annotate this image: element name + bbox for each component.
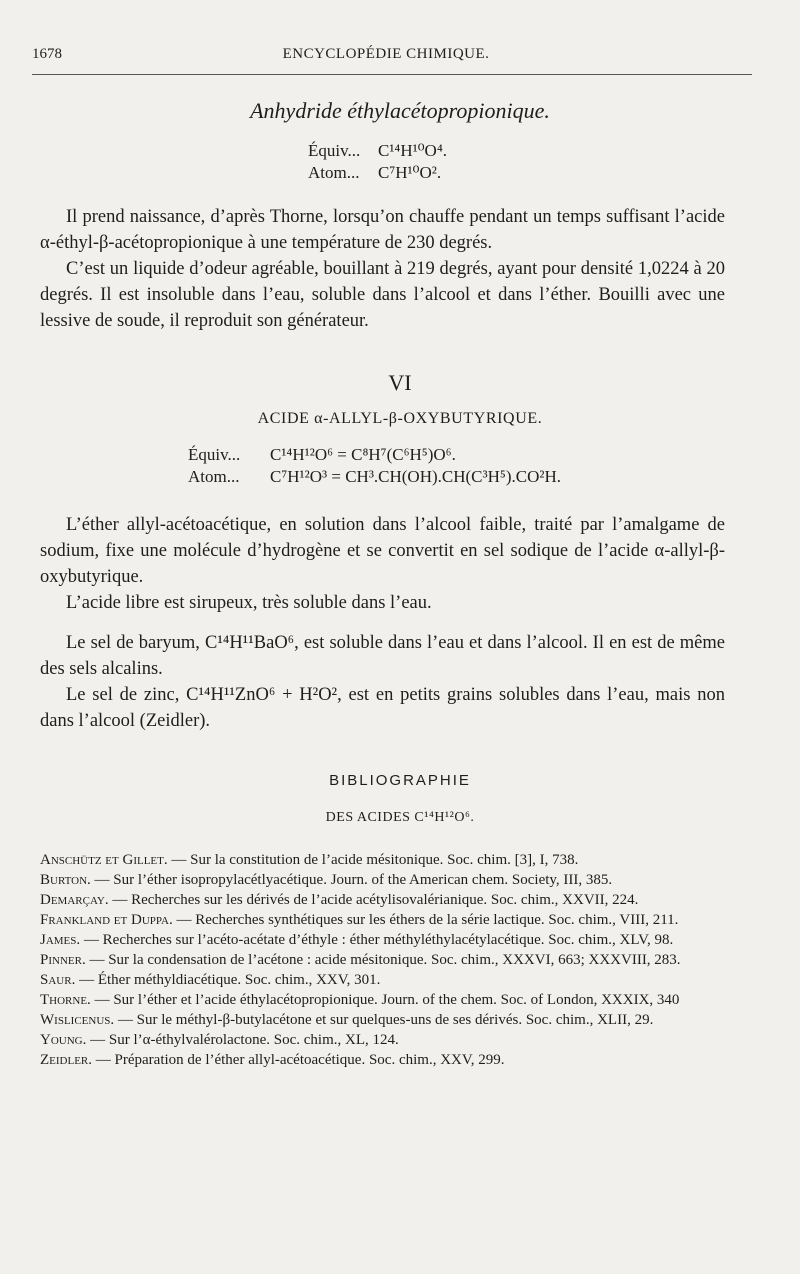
section-number: VI xyxy=(388,370,412,395)
reference-text: — Sur la constitution de l’acide mésitonique. Soc. chim. [3], I, 738. xyxy=(167,852,579,868)
reference-item xyxy=(40,932,730,949)
reference-text: — Recherches sur l’acéto-acétate d’éthyle : éther méthyléthylacétylacétique. Soc. chim., XLV, 98. xyxy=(80,932,674,948)
reference-list xyxy=(40,852,730,1072)
atom-formula: C⁷H¹⁰O². xyxy=(378,163,442,182)
reference-author: Burton. xyxy=(40,872,91,888)
reference-text: — Éther méthyldiacétique. Soc. chim., XXV, 301. xyxy=(75,972,381,988)
section-formulas xyxy=(188,444,561,488)
reference-text: — Recherches sur les dérivés de l’acide acétylisovalérianique. Soc. chim., XXVII, 224. xyxy=(108,892,639,908)
reference-text: — Sur l’éther isopropylacétlyacétique. Journ. of the American chem. Society, III, 385. xyxy=(90,872,613,888)
equiv-label: Équiv... xyxy=(308,141,361,160)
page-header xyxy=(32,46,740,66)
equiv-label: Équiv... xyxy=(188,445,241,464)
reference-item xyxy=(40,1032,730,1049)
running-title: ENCYCLOPÉDIE CHIMIQUE. xyxy=(282,46,490,62)
reference-text: — Recherches synthétiques sur les éthers de la série lactique. Soc. chim., VIII, 211. xyxy=(172,912,679,928)
reference-author: Young. xyxy=(40,1032,87,1048)
equiv-formula: C¹⁴H¹⁰O⁴. xyxy=(378,141,448,160)
reference-item xyxy=(40,892,730,909)
reference-text: — Sur l’éther et l’acide éthylacétopropionique. Journ. of the chem. Soc. of London, XXXIX, 340 xyxy=(90,992,680,1008)
atom-label: Atom... xyxy=(308,163,360,182)
reference-item xyxy=(40,1052,730,1069)
atom-label: Atom... xyxy=(188,467,240,486)
body-text-2 xyxy=(40,512,725,616)
reference-text: — Sur l’α-éthylvalérolactone. Soc. chim., XL, 124. xyxy=(86,1032,399,1048)
reference-item xyxy=(40,992,730,1009)
reference-author: Thorne. xyxy=(40,992,91,1008)
reference-author: Wislicenus. xyxy=(40,1012,115,1028)
reference-text: — Sur le méthyl-β-butylacétone et sur quelques-uns de ses dérivés. Soc. chim., XLII, 29. xyxy=(114,1012,654,1028)
paragraph: L’acide libre est sirupeux, très soluble dans l’eau. xyxy=(66,593,432,613)
header-rule xyxy=(32,74,752,75)
reference-item xyxy=(40,872,730,889)
bibliography-subtitle: DES ACIDES C¹⁴H¹²O⁶. xyxy=(325,810,475,825)
bibliography-title: BIBLIOGRAPHIE xyxy=(329,772,471,789)
reference-author: Demarçay. xyxy=(40,892,109,908)
reference-author: Frankland et Duppa. xyxy=(40,912,173,928)
reference-item xyxy=(40,1012,730,1029)
reference-item xyxy=(40,972,730,989)
paragraph: Il prend naissance, d’après Thorne, lorsqu’on chauffe pendant un temps suffisant l’acide α-éthyl-β-acétopropionique à une température de 230 degrés. xyxy=(40,207,725,253)
section-title: ACIDE α-ALLYL-β-OXYBUTYRIQUE. xyxy=(257,410,543,427)
compound-formulas xyxy=(308,140,447,184)
reference-text: — Préparation de l’éther allyl-acétoacétique. Soc. chim., XXV, 299. xyxy=(92,1052,505,1068)
compound-title: Anhydride éthylacétopropionique. xyxy=(250,98,550,123)
page-number: 1678 xyxy=(32,46,62,62)
reference-author: Pinner. xyxy=(40,952,86,968)
reference-author: Saur. xyxy=(40,972,76,988)
atom-formula: C⁷H¹²O³ = CH³.CH(OH).CH(C³H⁵).CO²H. xyxy=(270,467,561,486)
reference-item xyxy=(40,852,730,869)
reference-text: — Sur la condensation de l’acétone : acide mésitonique. Soc. chim., XXXVI, 663; XXXVIII, 283. xyxy=(85,952,681,968)
reference-item xyxy=(40,952,730,969)
paragraph: C’est un liquide d’odeur agréable, bouillant à 219 degrés, ayant pour densité 1,0224 à 20 degrés. Il est insoluble dans l’eau, soluble dans l’alcool et dans l’éther. Bouilli avec une lessive de soude, il reproduit son générateur. xyxy=(40,259,725,331)
reference-author: Anschütz et Gillet. xyxy=(40,852,168,868)
equiv-formula: C¹⁴H¹²O⁶ = C⁸H⁷(C⁶H⁵)O⁶. xyxy=(270,445,456,464)
reference-author: James. xyxy=(40,932,81,948)
paragraph: Le sel de baryum, C¹⁴H¹¹BaO⁶, est soluble dans l’eau et dans l’alcool. Il en est de même des sels alcalins. xyxy=(40,633,725,679)
paragraph: Le sel de zinc, C¹⁴H¹¹ZnO⁶ + H²O², est en petits grains solubles dans l’eau, mais non dans l’alcool (Zeidler). xyxy=(40,685,725,731)
paragraph: L’éther allyl-acétoacétique, en solution dans l’alcool faible, traité par l’amalgame de sodium, fixe une molécule d’hydrogène et se convertit en sel sodique de l’acide α-allyl-β-oxybutyrique. xyxy=(40,515,725,587)
body-text-3 xyxy=(40,630,725,734)
body-text-1 xyxy=(40,204,725,334)
reference-author: Zeidler. xyxy=(40,1052,93,1068)
reference-item xyxy=(40,912,730,929)
